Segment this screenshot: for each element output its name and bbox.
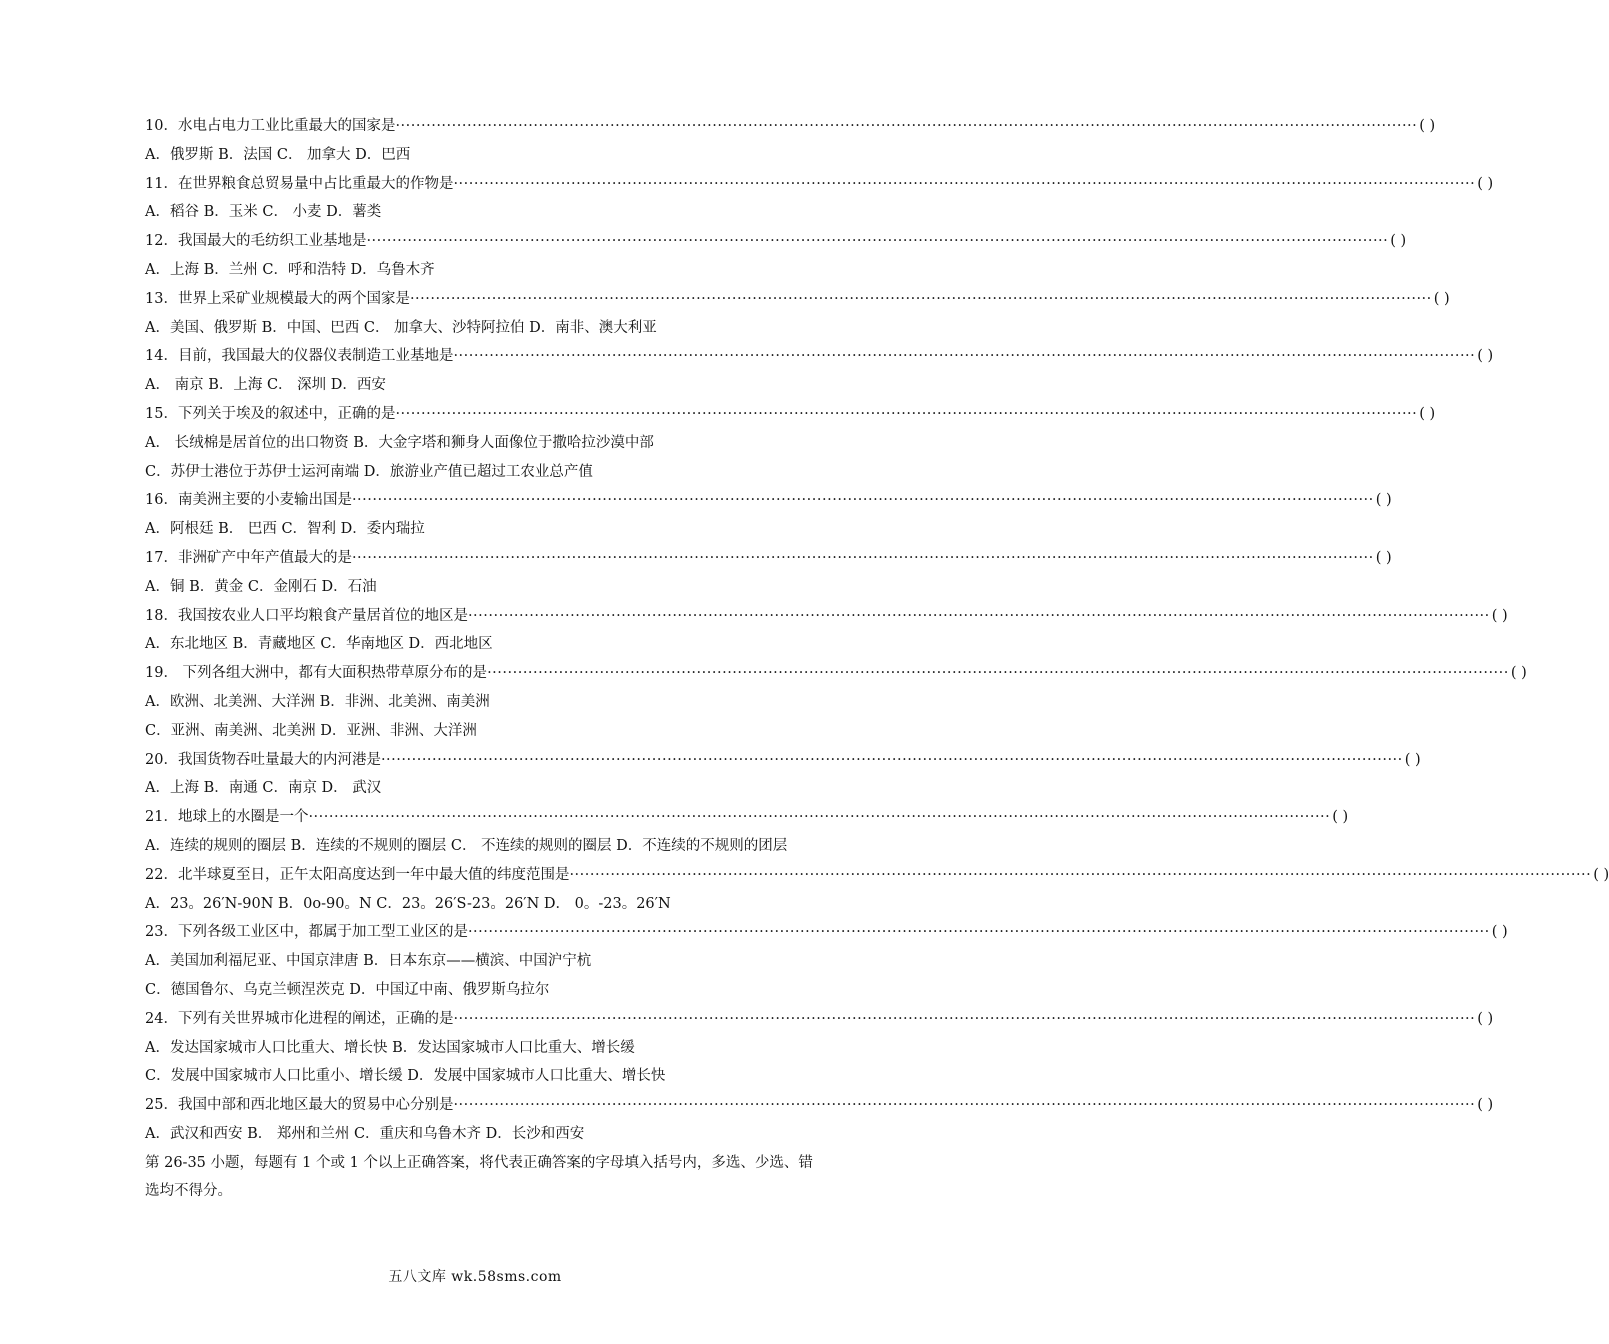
question-options: A．俄罗斯 B．法国 C． 加拿大 D．巴西 (145, 146, 411, 163)
question-text: 23．下列各级工业区中，都属于加工型工业区的是 (145, 924, 468, 941)
question-text: 16．南美洲主要的小麦输出国是 (145, 492, 352, 509)
dot-leader: ········································································································································································································ (453, 175, 1476, 192)
question-options: A． 长绒棉是居首位的出口物资 B．大金字塔和狮身人面像位于撒哈拉沙漠中部 (145, 434, 654, 451)
answer-bracket: ( ) (1433, 290, 1450, 307)
question-stem (145, 227, 1407, 256)
question-stem (145, 602, 1508, 631)
question-text: 18．我国按农业人口平均粮食产量居首位的地区是 (145, 607, 468, 624)
question-text: 12．我国最大的毛纺织工业基地是 (145, 233, 367, 250)
question-options: C．发展中国家城市人口比重小、增长缓 D．发展中国家城市人口比重大、增长快 (145, 1068, 666, 1085)
answer-bracket: ( ) (1491, 924, 1508, 941)
question-options: C．苏伊士港位于苏伊士运河南端 D．旅游业产值已超过工农业总产值 (145, 463, 593, 480)
question-text: 14．目前，我国最大的仪器仪表制造工业基地是 (145, 348, 454, 365)
dot-leader: ········································································································································································································ (569, 866, 1592, 883)
question-text: 20．我国货物吞吐量最大的内河港是 (145, 751, 381, 768)
dot-leader: ········································································································································································································ (351, 549, 1374, 566)
question-options: A．东北地区 B．青藏地区 C．华南地区 D．西北地区 (145, 636, 493, 653)
question-options: A． 南京 B．上海 C． 深圳 D．西安 (145, 377, 386, 394)
question-list (145, 112, 1609, 1206)
dot-leader: ········································································································································································································ (380, 751, 1403, 768)
question-stem (145, 400, 1436, 429)
question-text: 10．水电占电力工业比重最大的国家是 (145, 118, 396, 134)
dot-leader: ········································································································································································································ (308, 809, 1331, 826)
answer-bracket: ( ) (1477, 1097, 1494, 1114)
question-options: A．阿根廷 B． 巴西 C．智利 D．委内瑞拉 (145, 521, 425, 538)
answer-bracket: ( ) (1332, 809, 1349, 826)
dot-leader: ········································································································································································································ (409, 290, 1432, 307)
question-options: A．上海 B．兰州 C．呼和浩特 D．乌鲁木齐 (145, 261, 435, 278)
dot-leader: ········································································································································································································ (395, 405, 1418, 422)
dot-leader: ········································································································································································································ (351, 492, 1374, 509)
question-stem (145, 486, 1392, 515)
question-stem (145, 803, 1349, 832)
dot-leader: ········································································································································································································ (453, 348, 1476, 365)
question-stem (145, 112, 1436, 141)
answer-bracket: ( ) (1404, 751, 1421, 768)
question-text: 24．下列有关世界城市化进程的阐述，正确的是 (145, 1010, 454, 1027)
question-text: 17．非洲矿产中年产值最大的是 (145, 549, 352, 566)
answer-bracket: ( ) (1419, 405, 1436, 422)
question-options: C．德国鲁尔、乌克兰顿涅茨克 D．中国辽中南、俄罗斯乌拉尔 (145, 981, 550, 998)
question-text: 19． 下列各组大洲中，都有大面积热带草原分布的是 (145, 665, 488, 682)
question-text: 13．世界上采矿业规模最大的两个国家是 (145, 290, 410, 307)
question-options: A．发达国家城市人口比重大、增长快 B．发达国家城市人口比重大、增长缓 (145, 1039, 635, 1056)
answer-bracket: ( ) (1477, 348, 1494, 365)
dot-leader: ········································································································································································································ (453, 1010, 1476, 1027)
question-options: C．亚洲、南美洲、北美洲 D．亚洲、非洲、大洋洲 (145, 722, 477, 739)
question-stem (145, 544, 1392, 573)
question-options: A．武汉和西安 B． 郑州和兰州 C．重庆和乌鲁木齐 D．长沙和西安 (145, 1125, 585, 1142)
question-options: A．美国加利福尼亚、中国京津唐 B．日本东京——横滨、中国沪宁杭 (145, 953, 592, 970)
question-options: A．上海 B．南通 C．南京 D． 武汉 (145, 780, 382, 797)
question-stem (145, 342, 1494, 371)
dot-leader: ········································································································································································································ (467, 607, 1490, 624)
question-stem (145, 1005, 1494, 1034)
answer-bracket: ( ) (1510, 665, 1527, 682)
answer-bracket: ( ) (1593, 866, 1609, 883)
dot-leader: ········································································································································································································ (487, 665, 1509, 682)
question-text: 11．在世界粮食总贸易量中占比重最大的作物是 (145, 175, 454, 192)
question-stem (145, 659, 1527, 688)
question-stem (145, 170, 1494, 199)
question-stem (145, 861, 1609, 890)
question-options: A．欧洲、北美洲、大洋洲 B．非洲、北美洲、南美洲 (145, 693, 490, 710)
question-options: A．铜 B．黄金 C．金刚石 D．石油 (145, 578, 377, 595)
dot-leader: ········································································································································································································ (395, 118, 1418, 134)
dot-leader: ········································································································································································································ (453, 1097, 1476, 1114)
question-stem (145, 285, 1450, 314)
answer-bracket: ( ) (1491, 607, 1508, 624)
answer-bracket: ( ) (1375, 492, 1392, 509)
question-stem (145, 1091, 1494, 1120)
question-stem (145, 746, 1421, 775)
page-footer: 五八文库 wk.58sms.com (388, 1269, 562, 1285)
question-options: A．23。26′N-90N B．0o-90。N C．23。26′S-23。26′N D． 0。-23。26′N (145, 895, 671, 912)
question-text: 21．地球上的水圈是一个 (145, 809, 309, 826)
question-options: A．稻谷 B．玉米 C． 小麦 D．薯类 (145, 204, 382, 221)
answer-bracket: ( ) (1390, 233, 1407, 250)
question-stem (145, 918, 1508, 947)
section-instruction: 第 26-35 小题，每题有 1 个或 1 个以上正确答案，将代表正确答案的字母填入括号内，多选、少选、错选均不得分。 (145, 1154, 813, 1200)
answer-bracket: ( ) (1375, 549, 1392, 566)
dot-leader: ········································································································································································································ (366, 233, 1389, 250)
question-text: 22．北半球夏至日，正午太阳高度达到一年中最大值的纬度范围是 (145, 866, 570, 883)
dot-leader: ········································································································································································································ (467, 924, 1490, 941)
answer-bracket: ( ) (1477, 1010, 1494, 1027)
answer-bracket: ( ) (1419, 118, 1436, 134)
question-text: 25．我国中部和西北地区最大的贸易中心分别是 (145, 1097, 454, 1114)
question-options: A．连续的规则的圈层 B．连续的不规则的圈层 C． 不连续的规则的圈层 D．不连续的不规则的团层 (145, 837, 788, 854)
question-text: 15．下列关于埃及的叙述中，正确的是 (145, 405, 396, 422)
question-options: A．美国、俄罗斯 B．中国、巴西 C． 加拿大、沙特阿拉伯 D．南非、澳大利亚 (145, 319, 657, 336)
answer-bracket: ( ) (1477, 175, 1494, 192)
